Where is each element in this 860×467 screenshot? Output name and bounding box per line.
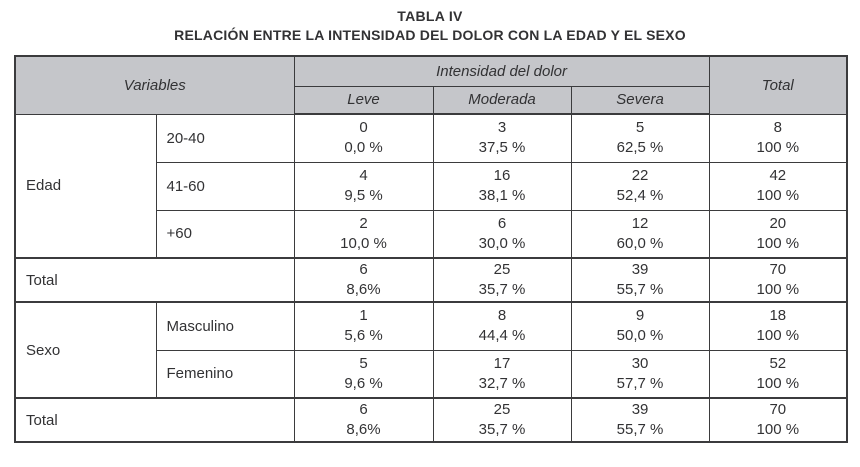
cell-edad-41-60-severa	[571, 162, 709, 210]
header-variables: Variables	[15, 56, 294, 114]
cell-edad-20-40-total	[709, 114, 847, 162]
count-value: 1	[359, 307, 368, 325]
percent-value: 10,0 %	[340, 234, 387, 252]
percent-value: 8,6%	[346, 281, 381, 298]
cell-edad-60plus-severa	[571, 210, 709, 258]
percent-value: 100 %	[756, 234, 800, 252]
table-row-total-edad	[15, 258, 847, 302]
count-value: 6	[359, 401, 368, 418]
cell-edad-20-40-moderada	[433, 114, 571, 162]
cell-edad-41-60-total	[709, 162, 847, 210]
count-value: 12	[631, 214, 649, 232]
header-leve: Leve	[294, 86, 433, 114]
cell-edad-41-60-moderada	[433, 162, 571, 210]
cell-edad-20-40-severa	[571, 114, 709, 162]
cell-total-sexo-severa	[571, 398, 709, 442]
total-row-label: Total	[15, 398, 294, 442]
count-value: 20	[769, 214, 787, 232]
cell-total-sexo-total	[709, 398, 847, 442]
count-value: 70	[769, 401, 787, 418]
count-value: 6	[497, 214, 507, 232]
row-label-60plus: +60	[156, 210, 294, 258]
percent-value: 30,0 %	[478, 234, 526, 252]
count-value: 3	[497, 119, 507, 137]
count-value: 22	[631, 167, 649, 184]
percent-value: 35,7 %	[478, 421, 526, 438]
percent-value: 100 %	[756, 374, 800, 392]
cell-total-edad-total	[709, 258, 847, 302]
cell-edad-60plus-moderada	[433, 210, 571, 258]
page-title: TABLA IV	[397, 8, 463, 24]
percent-value: 100 %	[756, 327, 800, 345]
percent-value: 38,1 %	[478, 187, 526, 204]
group-label-edad: Edad	[15, 114, 156, 258]
cell-sexo-masculino-moderada	[433, 302, 571, 350]
data-table	[14, 55, 848, 443]
cell-edad-60plus-total	[709, 210, 847, 258]
table-row-sexo-masculino	[15, 302, 847, 350]
total-row-label: Total	[15, 258, 294, 302]
percent-value: 5,6 %	[344, 327, 383, 345]
count-value: 25	[493, 401, 511, 418]
count-value: 6	[359, 261, 368, 278]
percent-value: 9,5 %	[344, 187, 383, 204]
count-value: 18	[769, 307, 787, 325]
percent-value: 57,7 %	[616, 374, 664, 392]
percent-value: 55,7 %	[616, 421, 664, 438]
count-value: 16	[493, 167, 511, 184]
row-label-femenino: Femenino	[156, 350, 294, 398]
percent-value: 0,0 %	[344, 139, 383, 157]
count-value: 52	[769, 354, 787, 372]
table-row-total-sexo	[15, 398, 847, 442]
count-value: 70	[769, 261, 787, 278]
percent-value: 35,7 %	[478, 281, 526, 298]
percent-value: 100 %	[756, 187, 800, 204]
header-total: Total	[709, 56, 847, 114]
cell-edad-20-40-leve	[294, 114, 433, 162]
count-value: 39	[631, 261, 649, 278]
percent-value: 9,6 %	[344, 374, 383, 392]
count-value: 30	[631, 354, 649, 372]
cell-sexo-femenino-total	[709, 350, 847, 398]
cell-total-sexo-moderada	[433, 398, 571, 442]
count-value: 0	[359, 119, 368, 137]
percent-value: 100 %	[756, 281, 800, 298]
count-value: 25	[493, 261, 511, 278]
count-value: 9	[635, 307, 645, 325]
cell-sexo-masculino-total	[709, 302, 847, 350]
count-value: 5	[359, 354, 368, 372]
count-value: 42	[769, 167, 787, 184]
percent-value: 52,4 %	[616, 187, 664, 204]
count-value: 2	[359, 214, 368, 232]
count-value: 8	[497, 307, 507, 325]
cell-total-sexo-leve	[294, 398, 433, 442]
group-label-sexo: Sexo	[15, 302, 156, 398]
cell-total-edad-severa	[571, 258, 709, 302]
row-label-masculino: Masculino	[156, 302, 294, 350]
row-label-20-40: 20-40	[156, 114, 294, 162]
header-intensidad-del-dolor: Intensidad del dolor	[294, 56, 709, 86]
header-moderada: Moderada	[433, 86, 571, 114]
table-caption	[0, 8, 860, 44]
cell-sexo-masculino-leve	[294, 302, 433, 350]
cell-edad-60plus-leve	[294, 210, 433, 258]
header-severa: Severa	[571, 86, 709, 114]
percent-value: 32,7 %	[478, 374, 526, 392]
count-value: 17	[493, 354, 511, 372]
cell-total-edad-leve	[294, 258, 433, 302]
count-value: 8	[773, 119, 782, 136]
percent-value: 8,6%	[346, 421, 381, 438]
page-subtitle: RELACIÓN ENTRE LA INTENSIDAD DEL DOLOR CON LA EDAD Y EL SEXO	[174, 27, 686, 43]
percent-value: 62,5 %	[616, 139, 664, 157]
count-value: 4	[359, 167, 368, 184]
count-value: 5	[635, 119, 645, 137]
cell-sexo-femenino-moderada	[433, 350, 571, 398]
percent-value: 60,0 %	[616, 234, 664, 252]
table-row-edad-20-40	[15, 114, 847, 162]
cell-edad-41-60-leve	[294, 162, 433, 210]
cell-sexo-femenino-leve	[294, 350, 433, 398]
count-value: 39	[631, 401, 649, 418]
cell-sexo-femenino-severa	[571, 350, 709, 398]
percent-value: 100 %	[756, 421, 800, 438]
percent-value: 55,7 %	[616, 281, 664, 298]
percent-value: 37,5 %	[478, 139, 526, 157]
percent-value: 100 %	[756, 139, 800, 156]
percent-value: 44,4 %	[478, 327, 526, 345]
row-label-41-60: 41-60	[156, 162, 294, 210]
percent-value: 50,0 %	[616, 327, 664, 345]
cell-sexo-masculino-severa	[571, 302, 709, 350]
cell-total-edad-moderada	[433, 258, 571, 302]
